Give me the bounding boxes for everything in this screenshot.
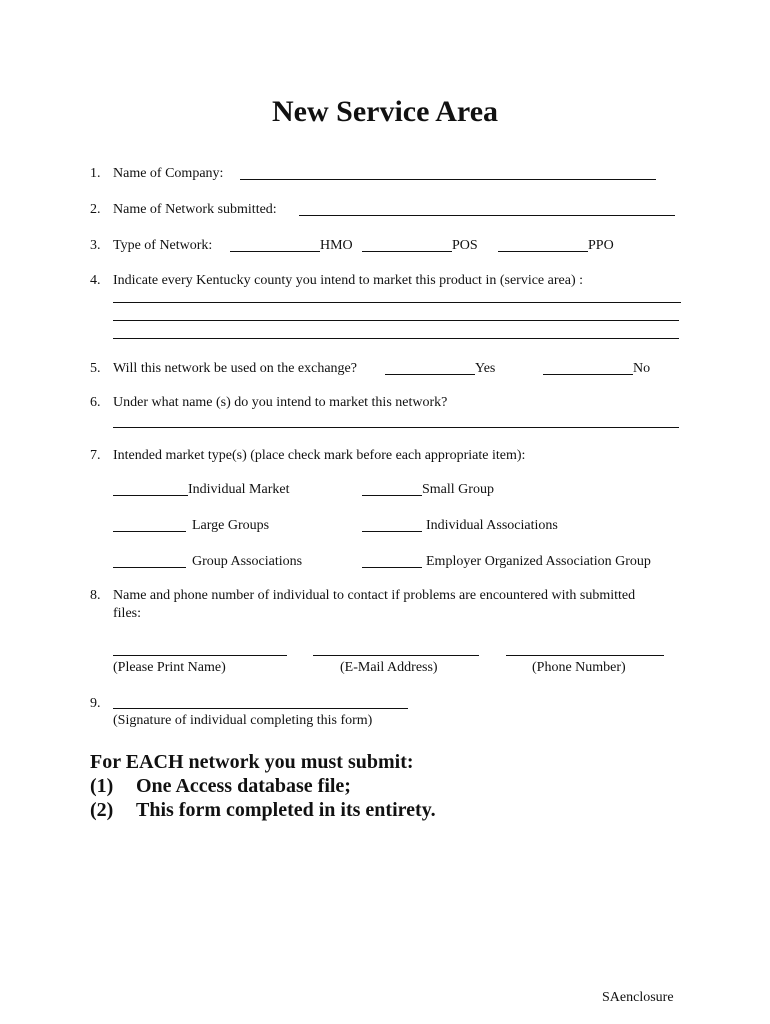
individual-market-check[interactable]	[113, 495, 188, 496]
print-name-caption: (Please Print Name)	[113, 660, 226, 675]
contact-label-line1: Name and phone number of individual to contact if problems are encountered with submitted	[113, 588, 636, 603]
network-type-label: Type of Network:	[113, 238, 213, 253]
network-name-field[interactable]	[299, 215, 675, 216]
group-associations-label: Group Associations	[192, 554, 303, 569]
item-number: 2.	[90, 202, 101, 217]
company-name-label: Name of Company:	[113, 166, 224, 181]
page-title: New Service Area	[271, 95, 499, 128]
market-name-label: Under what name (s) do you intend to market this network?	[113, 395, 448, 410]
large-groups-check[interactable]	[113, 531, 186, 532]
service-area-label: Indicate every Kentucky county you intend to market this product in (service area) :	[113, 273, 583, 288]
small-group-label: Small Group	[422, 482, 494, 497]
ppo-label: PPO	[588, 238, 614, 253]
service-area-line-3[interactable]	[113, 338, 679, 339]
email-caption: (E-Mail Address)	[340, 660, 438, 675]
individual-market-label: Individual Market	[188, 482, 290, 497]
instructions-heading: For EACH network you must submit:	[90, 751, 414, 773]
item-number: 8.	[90, 588, 101, 603]
group-associations-check[interactable]	[113, 567, 186, 568]
instruction-2-number: (2)	[90, 799, 114, 821]
item-number: 6.	[90, 395, 101, 410]
service-area-line-1[interactable]	[113, 302, 681, 303]
contact-phone-field[interactable]	[506, 655, 664, 656]
pos-field[interactable]	[362, 251, 452, 252]
exchange-yes-field[interactable]	[385, 374, 475, 375]
footer-label: SAenclosure	[602, 990, 674, 1005]
pos-label: POS	[452, 238, 478, 253]
item-number: 3.	[90, 238, 101, 253]
individual-associations-label: Individual Associations	[426, 518, 558, 533]
employer-association-label: Employer Organized Association Group	[426, 554, 651, 569]
service-area-line-2[interactable]	[113, 320, 679, 321]
item-number: 9.	[90, 696, 101, 711]
hmo-label: HMO	[320, 238, 353, 253]
item-number: 5.	[90, 361, 101, 376]
phone-caption: (Phone Number)	[532, 660, 626, 675]
contact-email-field[interactable]	[313, 655, 479, 656]
ppo-field[interactable]	[498, 251, 588, 252]
individual-associations-check[interactable]	[362, 531, 422, 532]
item-number: 4.	[90, 273, 101, 288]
contact-name-field[interactable]	[113, 655, 287, 656]
item-number: 1.	[90, 166, 101, 181]
instruction-1-number: (1)	[90, 775, 114, 797]
signature-caption: (Signature of individual completing this form)	[113, 713, 373, 728]
hmo-field[interactable]	[230, 251, 320, 252]
signature-field[interactable]	[113, 708, 408, 709]
instruction-2-text: This form completed in its entirety.	[136, 799, 436, 821]
exchange-yes-label: Yes	[475, 361, 496, 376]
large-groups-label: Large Groups	[192, 518, 270, 533]
market-name-field[interactable]	[113, 427, 679, 428]
exchange-no-field[interactable]	[543, 374, 633, 375]
item-number: 7.	[90, 448, 101, 463]
market-type-label: Intended market type(s) (place check mark before each appropriate item):	[113, 448, 526, 463]
network-name-label: Name of Network submitted:	[113, 202, 277, 217]
contact-label-line2: files:	[113, 606, 141, 621]
company-name-field[interactable]	[240, 179, 656, 180]
exchange-no-label: No	[633, 361, 651, 376]
exchange-label: Will this network be used on the exchange?	[113, 361, 357, 376]
employer-association-check[interactable]	[362, 567, 422, 568]
small-group-check[interactable]	[362, 495, 422, 496]
instruction-1-text: One Access database file;	[136, 775, 351, 797]
